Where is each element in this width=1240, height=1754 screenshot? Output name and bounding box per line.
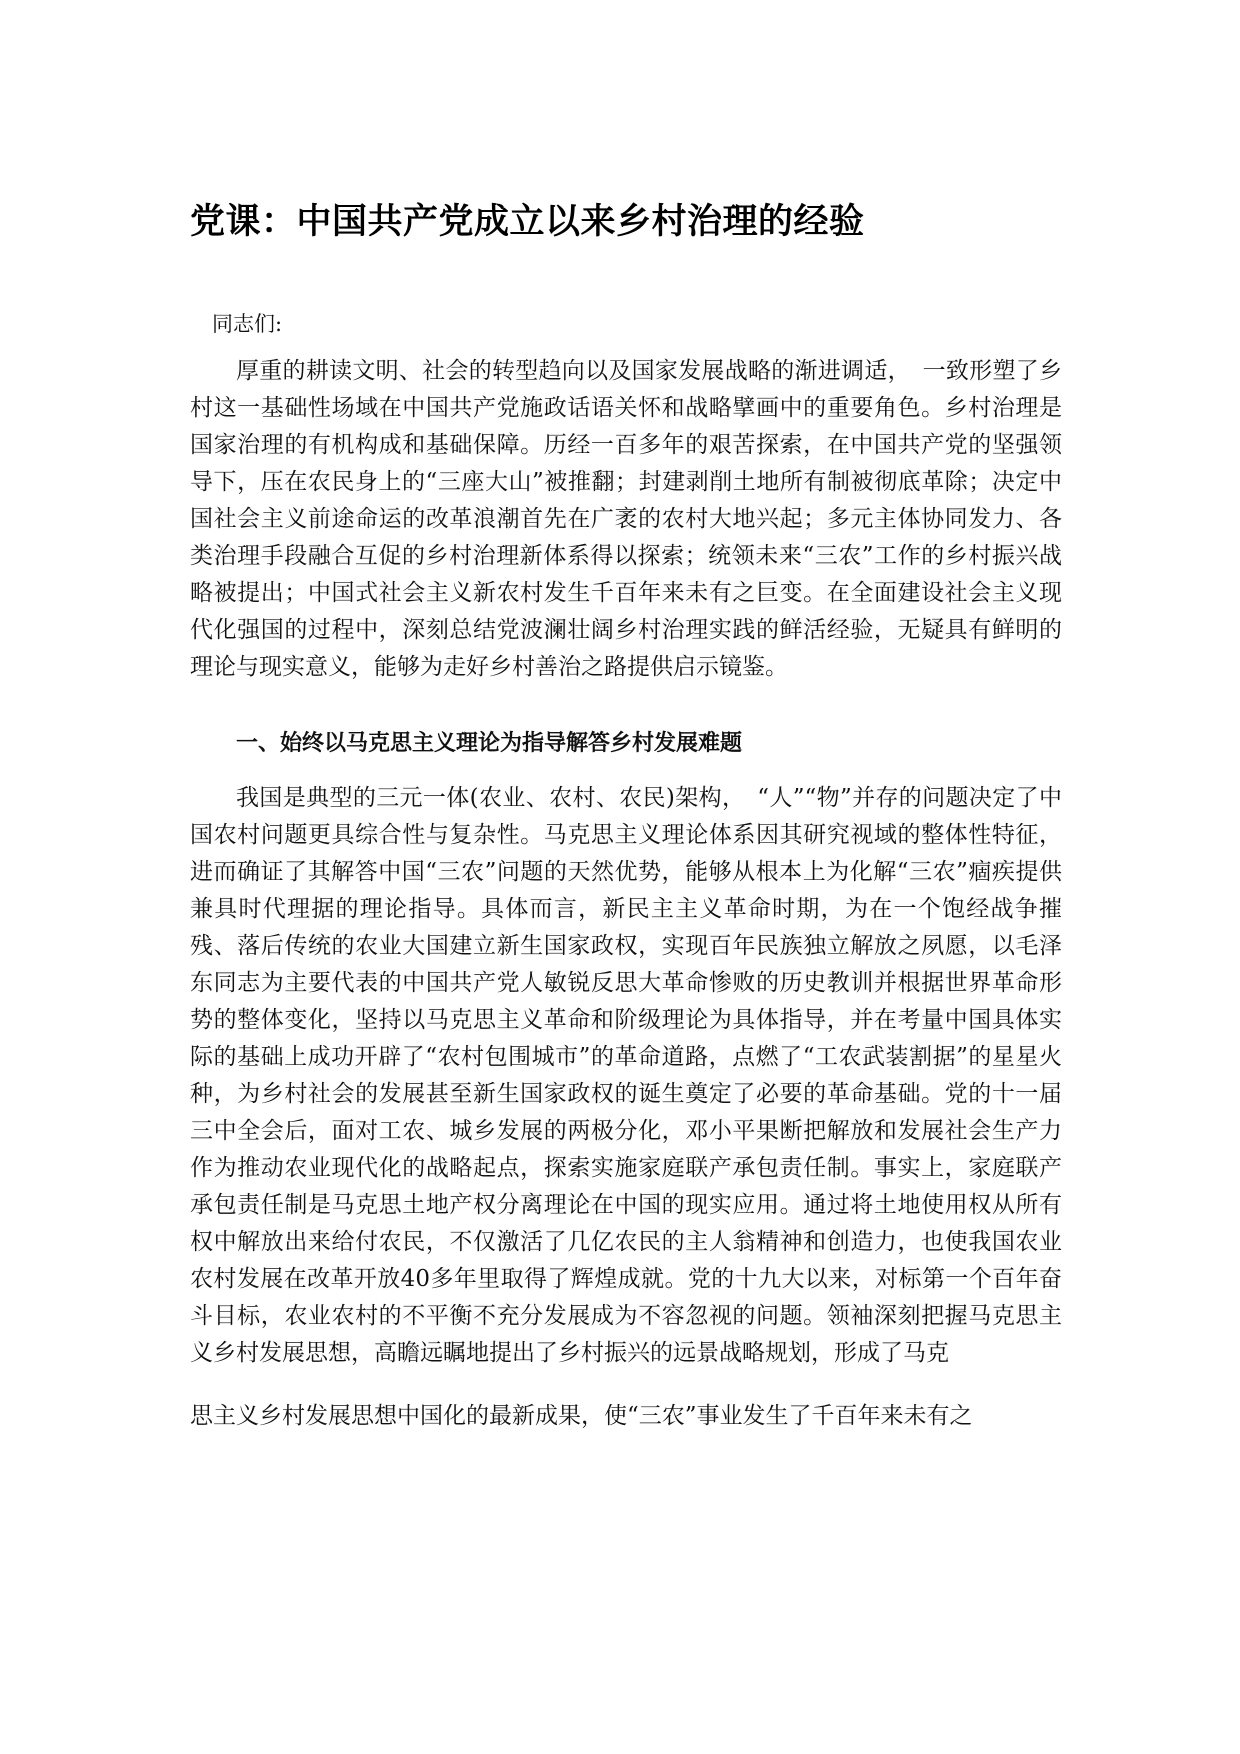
salutation: 同志们: (212, 312, 283, 336)
page-title: 党课：中国共产党成立以来乡村治理的经验 (190, 202, 865, 242)
body-paragraph: 我国是典型的三元一体(农业、农村、农民)架构， “人”“物”并存的问题决定了中国农村问题更具综合性与复杂性。马克思主义理论体系因其研究视域的整体性特征，进而确证了其解答中国“三农”问题的天然优势，能够从根本上为化解“三农”痼疾提供兼具时代理据的理论指导。具体而言，新民主主义革命时期，为在一个饱经战争摧残、落后传统的农业大国建立新生国家政权，实现百年民族独立解放之夙愿，以毛泽东同志为主要代表的中国共产党人敏锐反思大革命惨败的历史教训并根据世界革命形势的整体变化，坚持以马克思主义革命和阶级理论为具体指导，并在考量中国具体实际的基础上成功开辟了“农村包围城市”的革命道路，点燃了“工农武装割据”的星星火种，为乡村社会的发展甚至新生国家政权的诞生奠定了必要的革命基础。党的十一届三中全会后，面对工农、城乡发展的两极分化，邓小平果断把解放和发展社会生产力作为推动农业现代化的战略起点，探索实施家庭联产承包责任制。事实上，家庭联产承包责任制是马克思土地产权分离理论在中国的现实应用。通过将土地使用权从所有权中解放出来给付农民，不仅激活了几亿农民的主人翁精神和创造力，也使我国农业农村发展在改革开放40多年里取得了辉煌成就。党的十九大以来，对标第一个百年奋斗目标，农业农村的不平衡不充分发展成为不容忽视的问题。领袖深刻把握马克思主义乡村发展思想，高瞻远瞩地提出了乡村振兴的远景战略规划，形成了马克 (190, 785, 1062, 1366)
section-heading: 一、始终以马克思主义理论为指导解答乡村发展难题 (236, 731, 743, 756)
body-paragraph-continuation: 思主义乡村发展思想中国化的最新成果，使“三农”事业发生了千百年来未有之 (190, 1403, 973, 1429)
body-paragraph: 厚重的耕读文明、社会的转型趋向以及国家发展战略的渐进调适， 一致形塑了乡村这一基础性场域在中国共产党施政话语关怀和战略擘画中的重要角色。乡村治理是国家治理的有机构成和基础保障。历经一百多年的艰苦探索，在中国共产党的坚强领导下，压在农民身上的“三座大山”被推翻；封建剥削土地所有制被彻底革除；决定中国社会主义前途命运的改革浪潮首先在广袤的农村大地兴起；多元主体协同发力、各类治理手段融合互促的乡村治理新体系得以探索；统领未来“三农”工作的乡村振兴战略被提出；中国式社会主义新农村发生千百年来未有之巨变。在全面建设社会主义现代化强国的过程中，深刻总结党波澜壮阔乡村治理实践的鲜活经验，无疑具有鲜明的理论与现实意义，能够为走好乡村善治之路提供启示镜鉴。 (190, 358, 1062, 680)
